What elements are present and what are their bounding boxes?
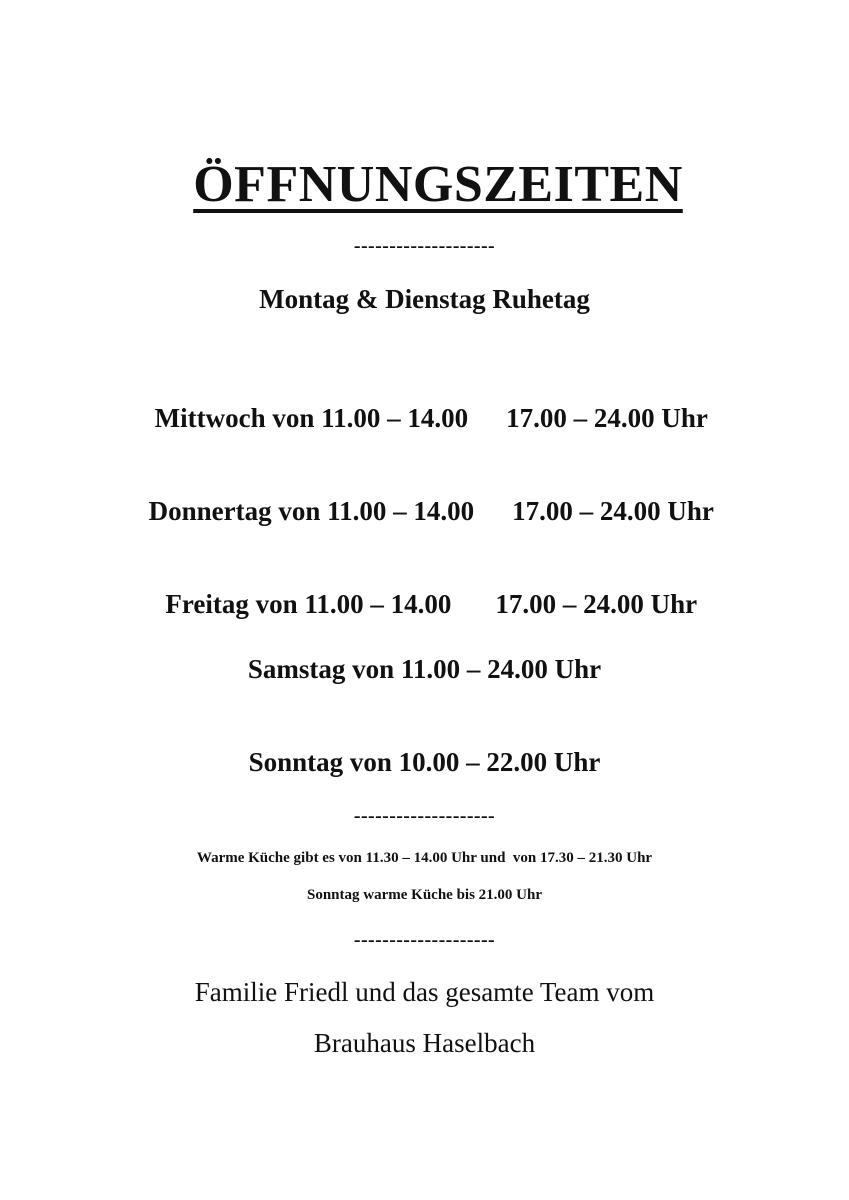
hours-row-friday xyxy=(0,564,849,618)
divider-middle: -------------------- xyxy=(353,805,496,827)
divider-top: -------------------- xyxy=(353,235,496,257)
signoff-line-1: Familie Friedl und das gesamte Team vom xyxy=(194,977,655,1007)
hours-row-thursday xyxy=(0,471,849,525)
hours-row-wednesday xyxy=(0,378,849,432)
hours-row-evening: 17.00 – 24.00 Uhr xyxy=(495,589,698,619)
page-title xyxy=(0,107,849,211)
hours-row-sunday: Sonntag von 10.00 – 22.00 Uhr xyxy=(248,747,601,777)
signoff-line-2: Brauhaus Haselbach xyxy=(313,1028,536,1058)
hours-row-evening: 17.00 – 24.00 Uhr xyxy=(512,496,714,526)
hours-row-saturday: Samstag von 11.00 – 24.00 Uhr xyxy=(247,654,602,684)
closed-days-line: Montag & Dienstag Ruhetag xyxy=(259,284,590,314)
hours-row-day: Freitag von 11.00 – 14.00 xyxy=(165,589,452,619)
divider-bottom: -------------------- xyxy=(353,929,496,951)
hours-row-evening: 17.00 – 24.00 Uhr xyxy=(506,403,708,433)
hours-row-day: Mittwoch von 11.00 – 14.00 xyxy=(154,403,469,433)
kitchen-hours-sunday: Sonntag warme Küche bis 21.00 Uhr xyxy=(306,887,542,903)
kitchen-hours-weekday: Warme Küche gibt es von 11.30 – 14.00 Uhr und von 17.30 – 21.30 Uhr xyxy=(196,850,653,866)
page-title-text: ÖFFNUNGSZEITEN xyxy=(193,156,683,213)
hours-row-day: Donnertag von 11.00 – 14.00 xyxy=(148,496,475,526)
